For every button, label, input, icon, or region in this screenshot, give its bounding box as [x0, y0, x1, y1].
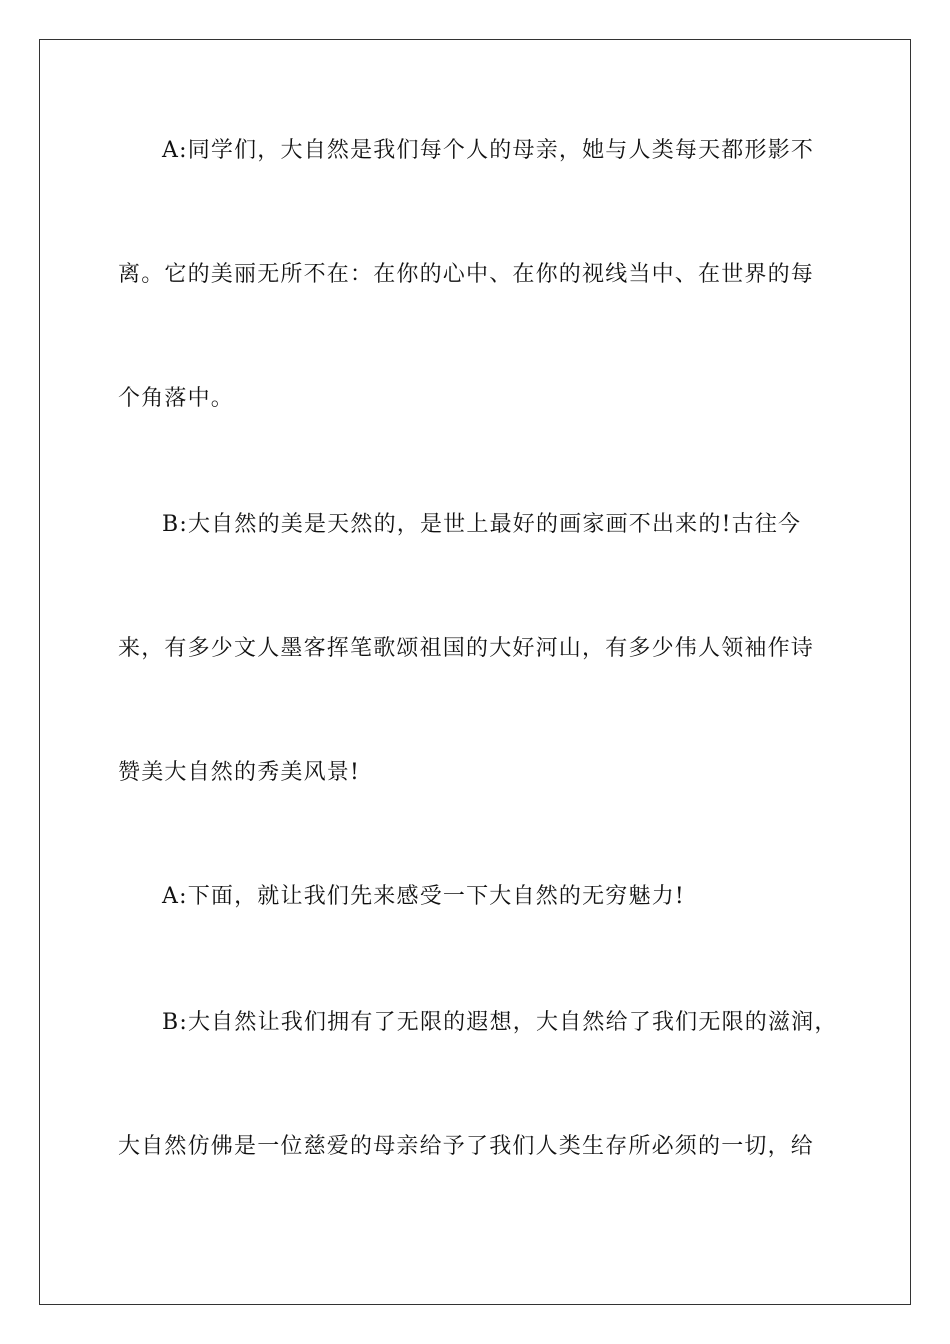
paragraph-line: B:大自然让我们拥有了无限的遐想，大自然给了我们无限的滋润， [162, 1010, 838, 1035]
paragraph-line: A:同学们，大自然是我们每个人的母亲，她与人类每天都形影不 [162, 138, 815, 163]
paragraph-line: B:大自然的美是天然的，是世上最好的画家画不出来的!古往今 [162, 512, 802, 537]
page-border [39, 39, 911, 1305]
paragraph-line: 个角落中。 [118, 386, 235, 411]
paragraph-line: 大自然仿佛是一位慈爱的母亲给予了我们人类生存所必须的一切，给 [118, 1134, 815, 1159]
paragraph-line: 来，有多少文人墨客挥笔歌颂祖国的大好河山，有多少伟人领袖作诗 [118, 636, 815, 661]
paragraph-line: 赞美大自然的秀美风景! [118, 760, 361, 785]
paragraph-line: 离。它的美丽无所不在：在你的心中、在你的视线当中、在世界的每 [118, 262, 815, 287]
paragraph-line: A:下面，就让我们先来感受一下大自然的无穷魅力! [162, 884, 685, 909]
